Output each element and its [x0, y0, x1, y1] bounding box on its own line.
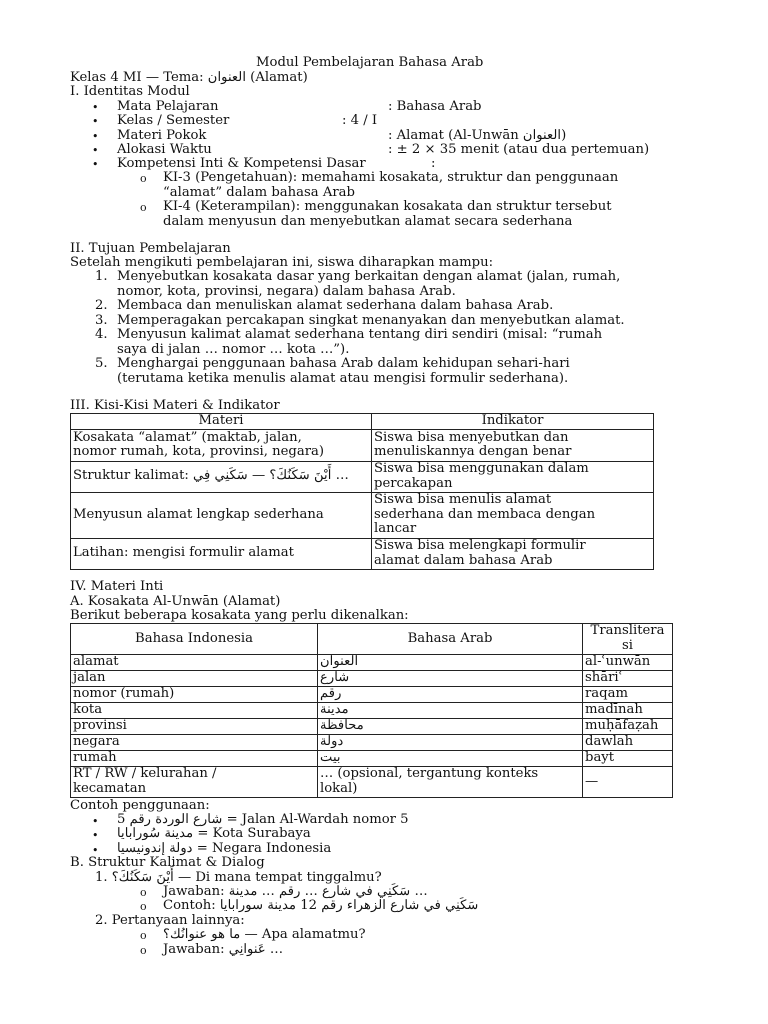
header-line: Translitera [590, 623, 665, 639]
table-header: Bahasa Arab [318, 624, 583, 655]
dialog-answer: Jawaban: عَنوانِي … [163, 942, 284, 957]
cell-line: Struktur kalimat: أَيْنَ سَكَنُكَ؟ — سَكَنِي فِي … [73, 468, 349, 484]
cell-line: lancar [374, 521, 417, 537]
cell-line: RT / RW / kelurahan / [73, 766, 217, 782]
table-row [71, 671, 673, 687]
ki4-text: dalam menyusun dan menyebutkan alamat secara sederhana [163, 214, 573, 229]
cell-line: percakapan [374, 475, 453, 491]
table-cell [372, 461, 654, 492]
table-row [71, 492, 654, 538]
circle-bullet: o [140, 900, 147, 913]
subsection-heading: A. Kosakata Al-Unwān (Alamat) [70, 594, 281, 609]
cell-line: Latihan: mengisi formulir alamat [73, 545, 294, 561]
table-cell [318, 687, 583, 703]
cell-line: lokal) [320, 781, 358, 796]
identity-value: : Alamat (Al-Unwān العنوان) [388, 128, 567, 143]
goal-text: nomor, kota, provinsi, negara) dalam bahasa Arab. [117, 284, 456, 299]
goal-text: Menyebutkan kosakata dasar yang berkaitan dengan alamat (jalan, rumah, [117, 269, 621, 284]
table-row [71, 538, 654, 569]
identity-label: Alokasi Waktu [117, 142, 212, 157]
table-cell [318, 719, 583, 735]
section-intro: Berikut beberapa kosakata yang perlu dikenalkan: [70, 608, 409, 623]
table-cell [318, 735, 583, 751]
dialog-question: ما هو عنوانُك؟ — Apa alamatmu? [163, 927, 366, 942]
cell-line: Siswa bisa menyebutkan dan [374, 429, 569, 445]
goal-text: Membaca dan menuliskan alamat sederhana dalam bahasa Arab. [117, 298, 554, 313]
section-intro: Setelah mengikuti pembelajaran ini, siswa diharapkan mampu: [70, 255, 494, 270]
circle-bullet: o [140, 201, 147, 214]
table-cell [372, 429, 654, 461]
table-cell: rumah [71, 751, 318, 767]
table-cell [318, 655, 583, 671]
header-line: si [622, 638, 633, 653]
cell-line: alamat dalam bahasa Arab [374, 552, 553, 568]
table-cell [372, 492, 654, 538]
table-header: Bahasa Indonesia [71, 624, 318, 655]
identity-label: Kompetensi Inti & Kompetensi Dasar [117, 156, 366, 171]
table-cell [71, 538, 372, 569]
table-row [71, 429, 654, 461]
table-cell: kota [71, 703, 318, 719]
table-cell: shāriʿ [583, 671, 673, 687]
table-row [71, 735, 673, 751]
table-row [71, 767, 673, 798]
table-cell [71, 492, 372, 538]
table-row [71, 703, 673, 719]
identity-label: Mata Pelajaran [117, 99, 219, 114]
circle-bullet: o [140, 929, 147, 942]
goal-number: 4. [95, 327, 108, 342]
section-heading: I. Identitas Modul [70, 84, 190, 99]
arabic-word: رقم [320, 686, 342, 702]
ki3-text: KI-3 (Pengetahuan): memahami kosakata, struktur dan penggunaan [163, 170, 619, 185]
table-cell: alamat [71, 655, 318, 671]
document-subtitle: Kelas 4 MI — Tema: العنوان (Alamat) [70, 70, 308, 85]
table-cell: jalan [71, 671, 318, 687]
dialog-question: 2. Pertanyaan lainnya: [95, 913, 245, 928]
goal-number: 2. [95, 298, 108, 313]
section-heading: III. Kisi-Kisi Materi & Indikator [70, 398, 280, 413]
dialog-question: 1. أَيْنَ سَكَنُكَ؟ — Di mana tempat tinggalmu? [95, 870, 382, 885]
table-header-row [71, 414, 654, 430]
identity-value: : Bahasa Arab [388, 99, 482, 114]
section-heading: IV. Materi Inti [70, 579, 164, 594]
cell-line: Siswa bisa menulis alamat [374, 492, 552, 508]
table-cell: dawlah [583, 735, 673, 751]
cell-line: nomor rumah, kota, provinsi, negara) [73, 444, 325, 460]
goal-number: 3. [95, 313, 108, 328]
table-row [71, 719, 673, 735]
arabic-word: محافظة [320, 718, 364, 734]
cell-line: Siswa bisa melengkapi formulir [374, 538, 586, 553]
goal-text: Memperagakan percakapan singkat menanyakan dan menyebutkan alamat. [117, 313, 625, 328]
arabic-word: دولة [320, 734, 344, 750]
ki4-text: KI-4 (Keterampilan): menggunakan kosakata dan struktur tersebut [163, 199, 612, 214]
table-cell: negara [71, 735, 318, 751]
cell-line: kecamatan [73, 781, 147, 796]
goal-text: (terutama ketika menulis alamat atau mengisi formulir sederhana). [117, 371, 569, 386]
bullet: • [92, 815, 99, 828]
table-cell: madīnah [583, 703, 673, 719]
goal-text: Menyusun kalimat alamat sederhana tentang diri sendiri (misal: “rumah [117, 327, 603, 342]
bullet: • [92, 130, 99, 143]
table-row [71, 461, 654, 492]
circle-bullet: o [140, 172, 147, 185]
identity-label: Kelas / Semester [117, 113, 230, 128]
table-header: Materi [71, 414, 372, 430]
table-cell: provinsi [71, 719, 318, 735]
bullet: • [92, 844, 99, 857]
table-cell: bayt [583, 751, 673, 767]
identity-value: : 4 / I [342, 113, 378, 128]
bullet: • [92, 829, 99, 842]
table-cell [71, 767, 318, 798]
arabic-word: بيت [320, 750, 341, 766]
table-cell [71, 461, 372, 492]
table-cell: raqam [583, 687, 673, 703]
table-header: Indikator [372, 414, 654, 430]
table-row [71, 655, 673, 671]
dialog-answer: Jawaban: سَكَنِي في شارع … رقم … مدينة … [163, 884, 428, 899]
goal-text: saya di jalan … nomor … kota …”). [117, 342, 350, 357]
table-row [71, 687, 673, 703]
table-cell [318, 671, 583, 687]
table-cell: muḥāfaẓah [583, 719, 673, 735]
table-row [71, 751, 673, 767]
table-header [583, 624, 673, 655]
table-cell: nomor (rumah) [71, 687, 318, 703]
arabic-word: العنوان [320, 654, 359, 670]
indicator-table [70, 413, 654, 570]
vocabulary-table [70, 623, 673, 798]
identity-label: Materi Pokok [117, 128, 207, 143]
table-cell [71, 429, 372, 461]
document-title: Modul Pembelajaran Bahasa Arab [256, 55, 484, 70]
example-item: مدينة سُورابايا = Kota Surabaya [117, 826, 311, 841]
table-cell [318, 751, 583, 767]
table-cell [318, 767, 583, 798]
cell-line: menuliskannya dengan benar [374, 444, 572, 460]
examples-heading: Contoh penggunaan: [70, 798, 210, 813]
bullet: • [92, 115, 99, 128]
bullet: • [92, 144, 99, 157]
arabic-word: شارع [320, 670, 350, 686]
table-cell [372, 538, 654, 569]
table-cell: al-ʿunwān [583, 655, 673, 671]
identity-value: : [431, 156, 436, 171]
cell-line: Siswa bisa menggunakan dalam [374, 461, 589, 476]
ki3-text: “alamat” dalam bahasa Arab [163, 185, 355, 200]
goal-number: 5. [95, 356, 108, 371]
bullet: • [92, 101, 99, 114]
arabic-word: مدينة [320, 702, 349, 718]
circle-bullet: o [140, 886, 147, 899]
example-item: دولة إندونيسيا = Negara Indonesia [117, 841, 332, 856]
table-header-row [71, 624, 673, 655]
identity-value: : ± 2 × 35 menit (atau dua pertemuan) [388, 142, 650, 157]
cell-line: Kosakata “alamat” (maktab, jalan, [73, 429, 302, 445]
example-item: شارع الوردة رقم 5 = Jalan Al-Wardah nomor 5 [117, 812, 409, 827]
cell-line: sederhana dan membaca dengan [374, 506, 596, 522]
bullet: • [92, 158, 99, 171]
table-cell: — [583, 767, 673, 798]
section-heading: II. Tujuan Pembelajaran [70, 241, 231, 256]
cell-line: … (opsional, tergantung konteks [320, 766, 539, 782]
cell-line: Menyusun alamat lengkap sederhana [73, 506, 324, 522]
subsection-heading: B. Struktur Kalimat & Dialog [70, 855, 265, 870]
dialog-example: Contoh: سَكَنِي في شارع الزهراء رقم 12 مدينة سورابايا [163, 898, 479, 913]
circle-bullet: o [140, 944, 147, 957]
goal-number: 1. [95, 269, 108, 284]
table-cell [318, 703, 583, 719]
goal-text: Menghargai penggunaan bahasa Arab dalam kehidupan sehari-hari [117, 356, 570, 371]
